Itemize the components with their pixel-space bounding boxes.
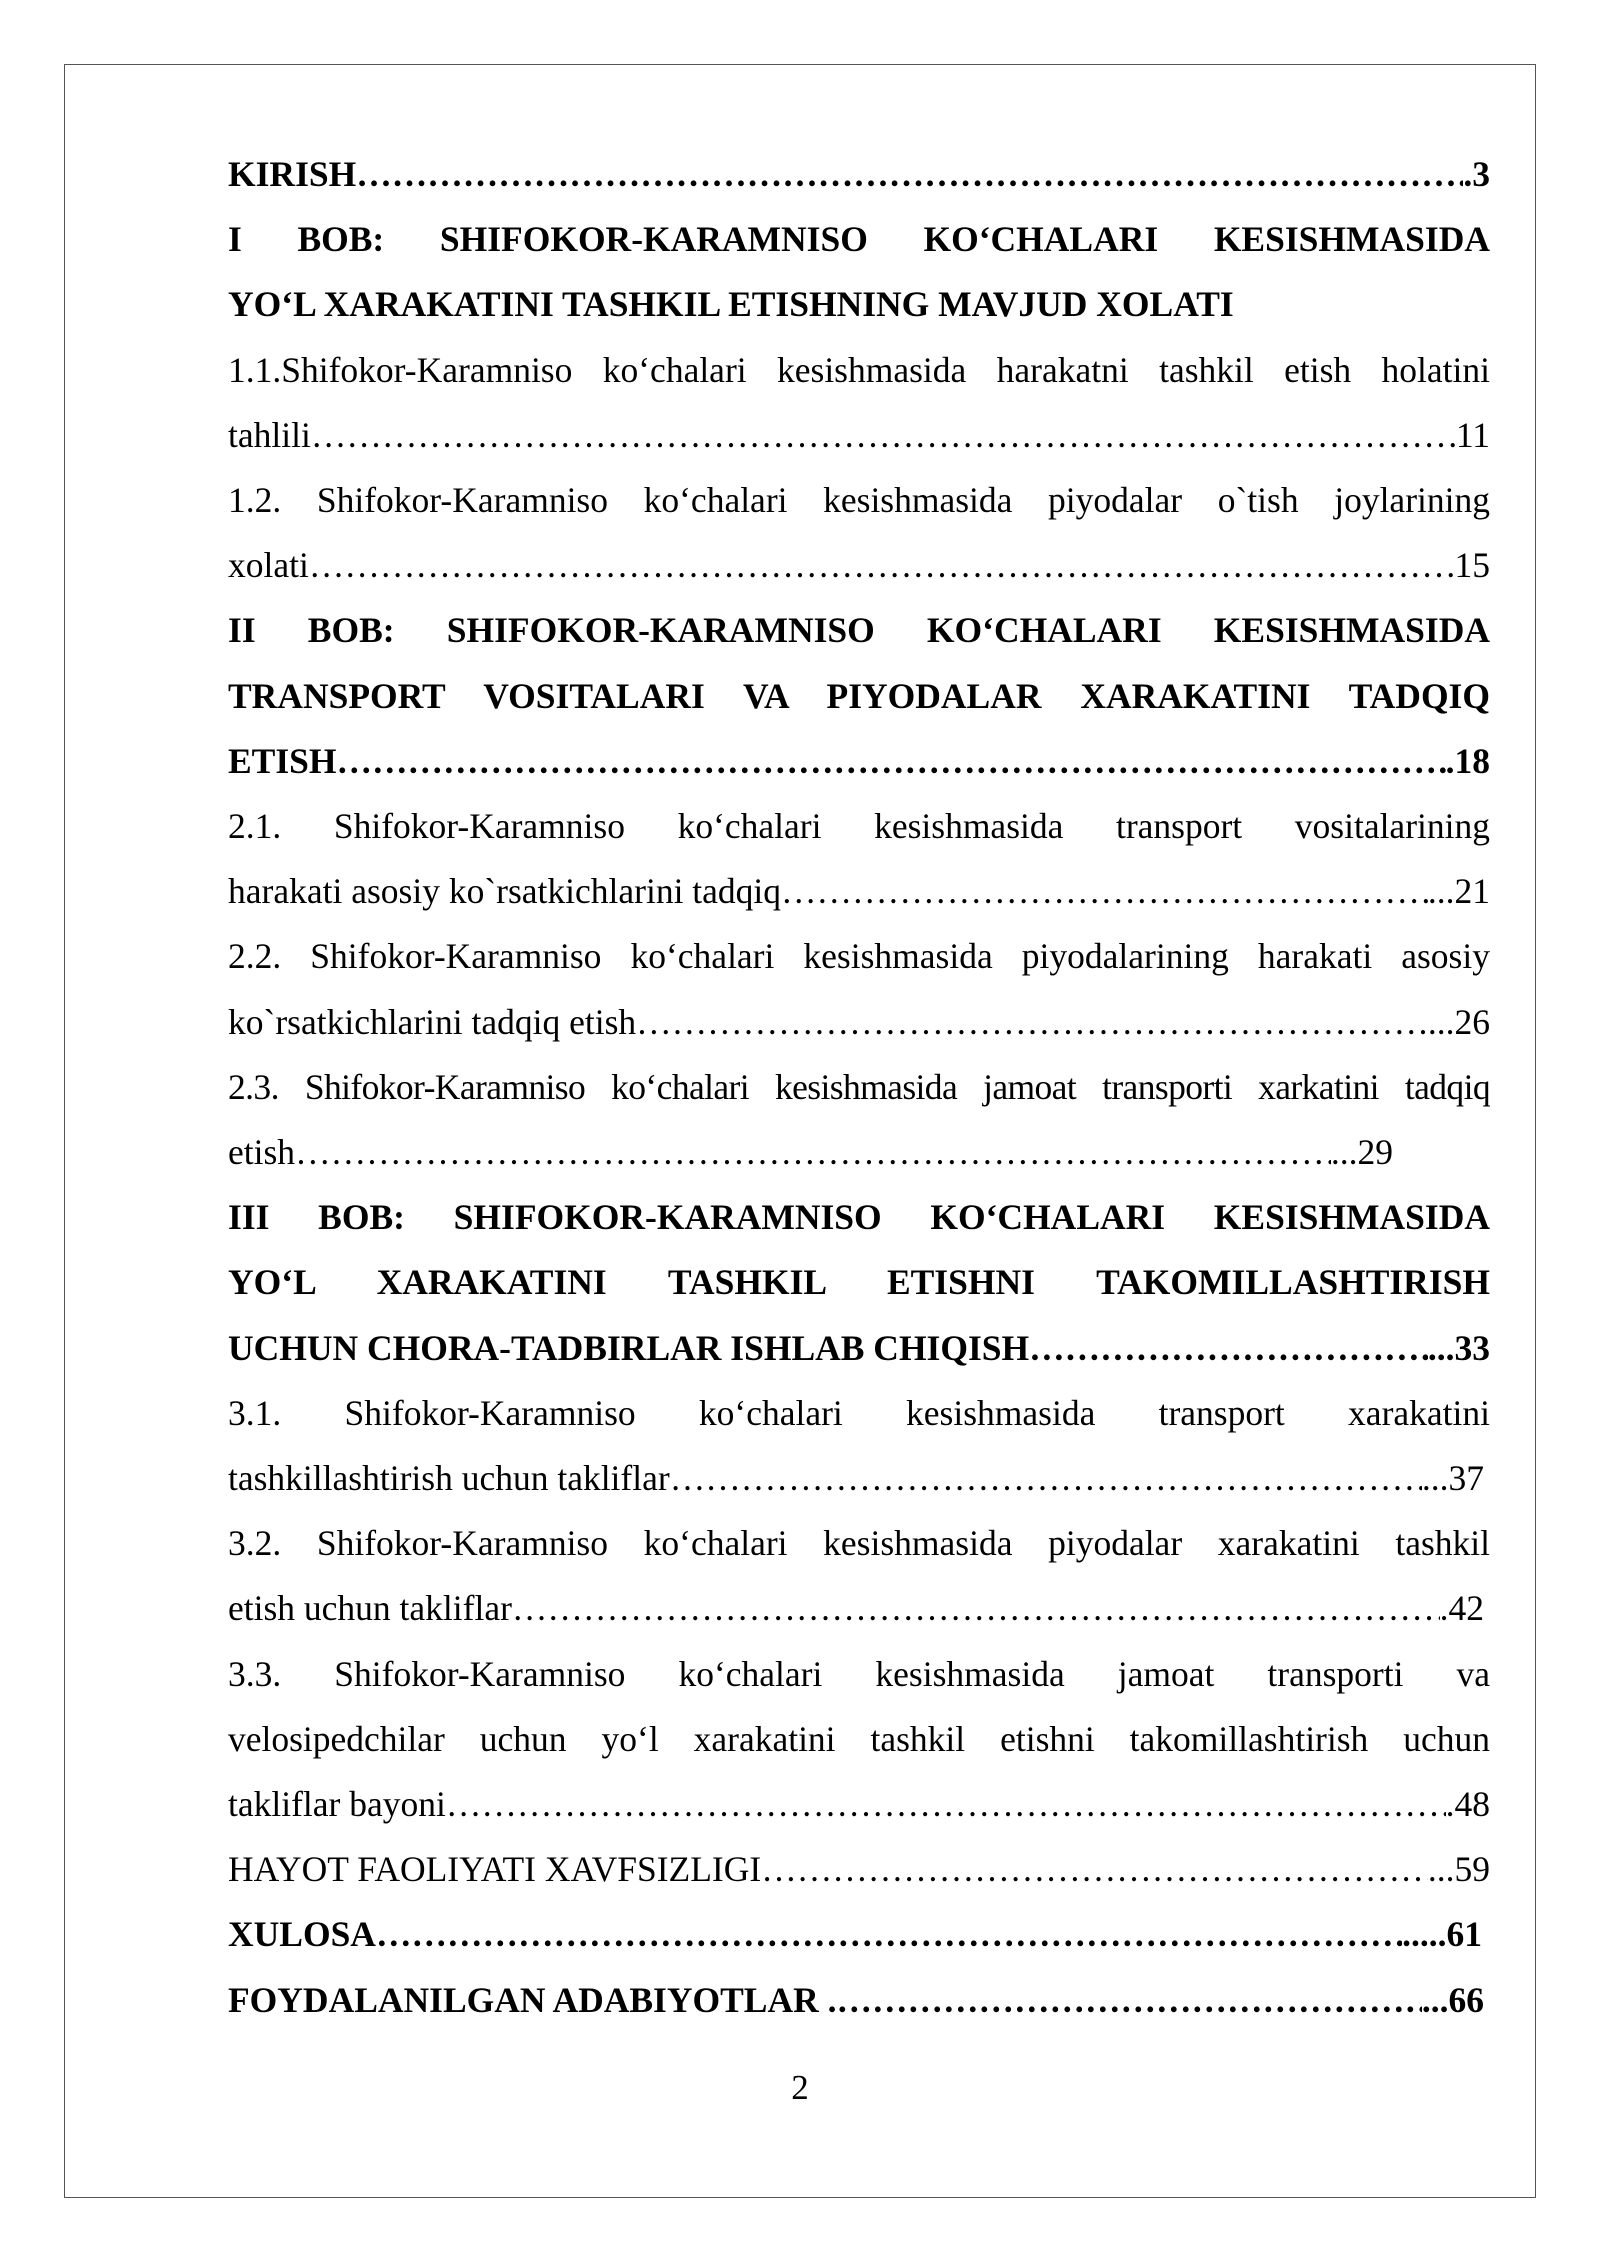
table-of-contents: [228, 142, 1490, 2033]
toc-page-number: .18: [1445, 740, 1490, 781]
toc-page-number: .48: [1445, 1784, 1490, 1825]
toc-section-2-2-line-2[interactable]: [228, 990, 1490, 1055]
toc-page-number: ...26: [1427, 1001, 1490, 1042]
dot-leader: [356, 142, 1463, 207]
toc-chapter-2-line-1[interactable]: II BOB: SHIFOKOR-KARAMNISO KO‘CHALARI KESISHMASIDA: [228, 610, 1490, 651]
toc-page-number: 15: [1454, 545, 1490, 586]
toc-entry-title: etish uchun takliflar: [228, 1588, 512, 1629]
toc-section-3-1-line-2[interactable]: [228, 1446, 1484, 1511]
toc-entry-title: UCHUN CHORA-TADBIRLAR ISHLAB CHIQISH: [228, 1327, 1030, 1368]
toc-entry-title: KIRISH: [228, 154, 357, 194]
toc-entry-title: XULOSA: [228, 1914, 376, 1955]
page-number: 2: [791, 2068, 809, 2107]
toc-chapter-1-line-1[interactable]: I BOB: SHIFOKOR-KARAMNISO KO‘CHALARI KESISHMASIDA: [228, 219, 1490, 260]
toc-page-number: 11: [1455, 414, 1490, 455]
dot-leader: [670, 1446, 1422, 1511]
toc-section-2-1-line-1[interactable]: 2.1. Shifokor-Karamniso ko‘chalari kesishmasida transport vositalarining: [228, 806, 1490, 847]
toc-page-number: ...21: [1427, 871, 1490, 912]
dot-leader: [311, 403, 1456, 468]
toc-page-number: ...33: [1427, 1327, 1490, 1368]
toc-chapter-3-line-2[interactable]: YO‘L XARAKATINI TASHKIL ETISHNI TAKOMILLASHTIRISH: [228, 1262, 1490, 1303]
toc-page-number: ...66: [1421, 1979, 1484, 2020]
toc-chapter-1-line-2[interactable]: YO‘L XARAKATINI TASHKIL ETISHNING MAVJUD XOLATI: [228, 284, 1234, 325]
dot-leader: [837, 1968, 1422, 2033]
toc-page-number: ...37: [1421, 1458, 1484, 1499]
toc-page-number: ...59: [1427, 1849, 1490, 1890]
toc-entry-intro[interactable]: [228, 142, 1490, 207]
toc-section-2-3-line-1[interactable]: 2.3. Shifokor-Karamniso ko‘chalari kesishmasida jamoat transporti xarkatini tadqiq: [228, 1066, 1490, 1107]
toc-section-3-2-line-1[interactable]: 3.2. Shifokor-Karamniso ko‘chalari kesishmasida piyodalar xarakatini tashkil: [228, 1523, 1490, 1564]
dot-leader: [636, 990, 1428, 1055]
toc-entry-title: harakati asosiy ko`rsatkichlarini tadqiq: [228, 871, 782, 912]
toc-page-number: .3: [1463, 154, 1490, 194]
toc-section-1-1-line-2[interactable]: [228, 403, 1490, 468]
toc-entry-title: etish: [228, 1132, 296, 1173]
toc-entry-references[interactable]: [228, 1968, 1484, 2033]
toc-section-2-3-line-2[interactable]: [228, 1120, 1393, 1185]
toc-entry-title: tahlili: [228, 414, 311, 455]
toc-entry-title: takliflar bayoni: [228, 1784, 446, 1825]
toc-chapter-2-line-2[interactable]: TRANSPORT VOSITALARI VA PIYODALAR XARAKATINI TADQIQ: [228, 675, 1490, 716]
dot-leader: [761, 1837, 1428, 1902]
dot-leader: [446, 1772, 1446, 1837]
toc-section-3-3-line-3[interactable]: [228, 1772, 1490, 1837]
toc-section-3-2-line-2[interactable]: [228, 1576, 1484, 1641]
dot-leader: [309, 533, 1455, 598]
toc-section-1-1-line-1[interactable]: 1.1.Shifokor-Karamniso ko‘chalari kesishmasida harakatni tashkil etish holatini: [228, 349, 1490, 390]
toc-entry-title: ETISH: [228, 740, 337, 781]
dot-leader: [781, 859, 1428, 924]
toc-page-number: ...29: [1330, 1132, 1393, 1173]
toc-page-number: .....61: [1402, 1914, 1482, 1955]
toc-section-3-1-line-1[interactable]: 3.1. Shifokor-Karamniso ko‘chalari kesishmasida transport xarakatini: [228, 1392, 1490, 1433]
dot-leader: [337, 729, 1446, 794]
toc-section-2-2-line-1[interactable]: 2.2. Shifokor-Karamniso ko‘chalari kesishmasida piyodalarining harakati asosiy: [228, 936, 1490, 977]
dot-leader: [295, 1120, 1331, 1185]
toc-section-3-3-line-1[interactable]: 3.3. Shifokor-Karamniso ko‘chalari kesishmasida jamoat transporti va: [228, 1653, 1490, 1694]
toc-entry-title: ko`rsatkichlarini tadqiq etish: [228, 1001, 637, 1042]
toc-entry-title: FOYDALANILGAN ADABIYOTLAR .: [228, 1979, 837, 2020]
dot-leader: [512, 1576, 1440, 1641]
dot-leader: [376, 1902, 1402, 1967]
toc-section-2-1-line-2[interactable]: [228, 859, 1490, 924]
toc-section-1-2-line-2[interactable]: [228, 533, 1490, 598]
toc-entry-title: xolati: [228, 545, 309, 586]
toc-chapter-3-line-1[interactable]: III BOB: SHIFOKOR-KARAMNISO KO‘CHALARI KESISHMASIDA: [228, 1197, 1490, 1238]
toc-entry-title: HAYOT FAOLIYATI XAVFSIZLIGI: [228, 1849, 762, 1890]
toc-section-1-2-line-1[interactable]: 1.2. Shifokor-Karamniso ko‘chalari kesishmasida piyodalar o`tish joylarining: [228, 480, 1490, 521]
toc-entry-safety[interactable]: [228, 1837, 1490, 1902]
toc-chapter-3-line-3[interactable]: [228, 1316, 1490, 1381]
toc-entry-title: tashkillashtirish uchun takliflar: [228, 1458, 670, 1499]
dot-leader: [1029, 1316, 1428, 1381]
toc-section-3-3-line-2[interactable]: velosipedchilar uchun yo‘l xarakatini tashkil etishni takomillashtirish uchun: [228, 1718, 1490, 1759]
toc-chapter-2-line-3[interactable]: [228, 729, 1490, 794]
toc-page-number: .42: [1439, 1588, 1484, 1629]
toc-entry-conclusion[interactable]: [228, 1902, 1482, 1967]
